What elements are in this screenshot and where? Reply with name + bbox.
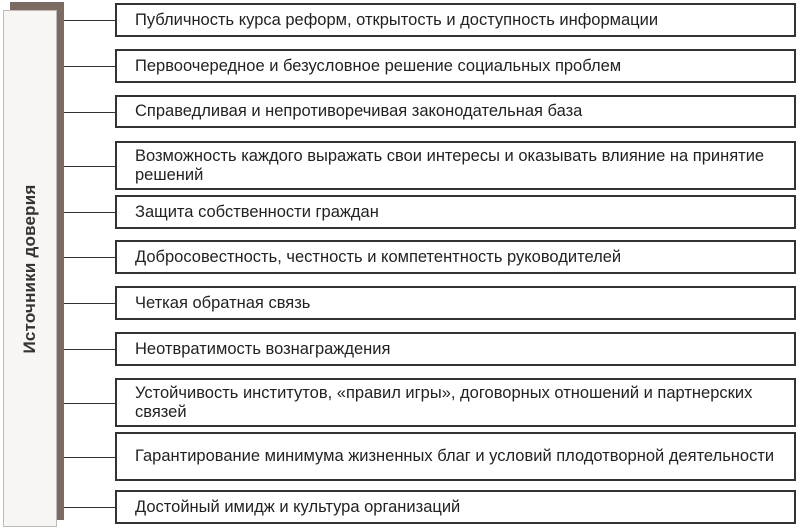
trust-source-text: Добросовестность, честность и компетентность руководителей [135,247,622,266]
trust-source-item [115,332,796,366]
trust-sources-panel [3,10,57,527]
trust-source-text: Возможность каждого выражать свои интересы и оказывать влияние на принятие решений [135,146,765,184]
trust-source-text: Публичность курса реформ, открытость и доступность информации [135,10,659,29]
trust-source-item [115,490,796,524]
trust-source-item [115,195,796,229]
trust-source-item [115,378,796,427]
trust-source-item [115,3,796,37]
connector-line [64,257,116,258]
trust-source-item [115,95,796,128]
connector-line [64,20,116,21]
connector-line [64,507,116,508]
connector-line [64,166,116,167]
trust-source-text: Устойчивость институтов, «правил игры», договорных отношений и партнерских связей [135,383,753,421]
connector-line [64,66,116,67]
connector-line [64,403,116,404]
trust-source-item [115,141,796,190]
trust-source-item [115,286,796,320]
trust-source-item [115,49,796,83]
connector-line [64,112,116,113]
trust-source-text: Достойный имидж и культура организаций [135,497,461,516]
trust-source-text: Справедливая и непротиворечивая законодательная база [135,102,583,120]
connector-line [64,303,116,304]
panel-label: Источники доверия [20,183,39,354]
trust-source-text: Гарантирование минимума жизненных благ и условий плодотворной деятельности [135,447,775,465]
connector-line [64,457,116,458]
trust-source-item [115,240,796,274]
trust-source-text: Первоочередное и безусловное решение социальных проблем [135,56,622,75]
connector-line [64,349,116,350]
trust-source-item [115,432,796,481]
connector-line [64,212,116,213]
trust-source-text: Неотвратимость вознаграждения [135,339,391,358]
trust-source-text: Защита собственности граждан [135,202,379,221]
trust-source-text: Четкая обратная связь [135,293,311,312]
